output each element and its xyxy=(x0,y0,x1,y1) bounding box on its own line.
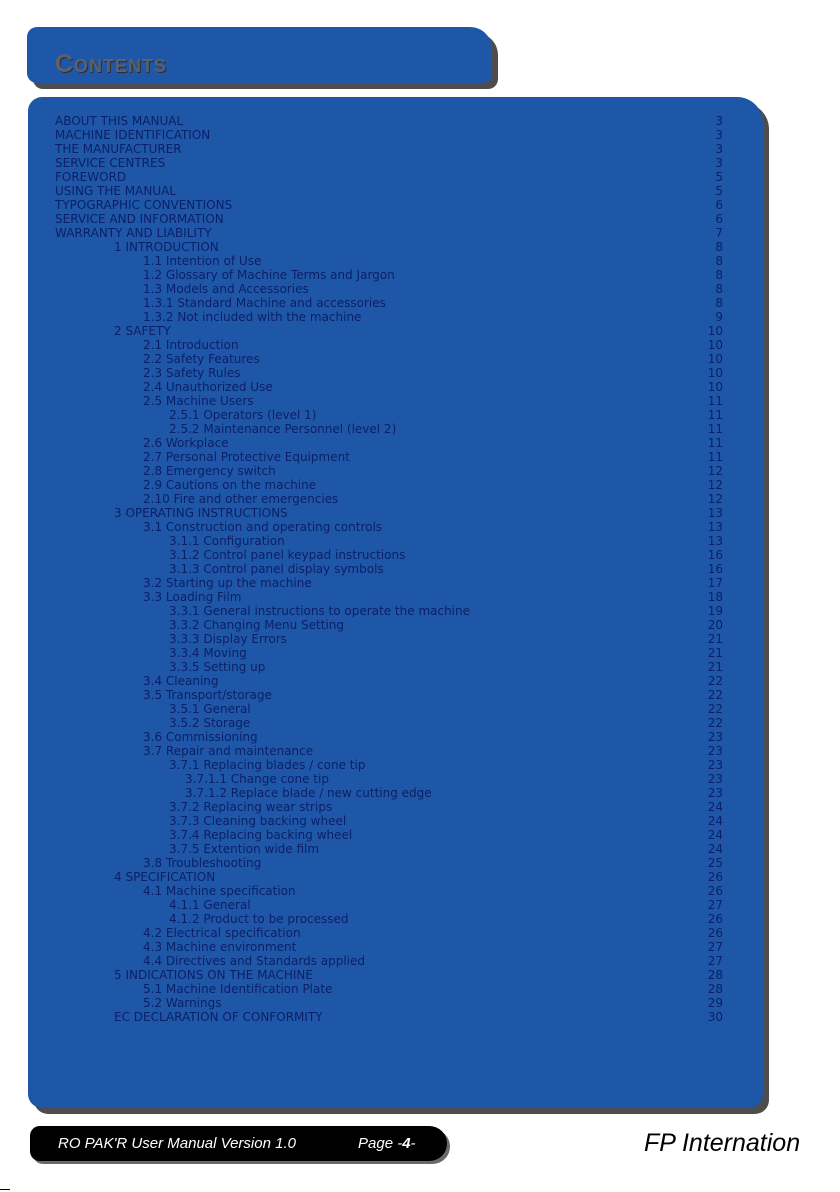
toc-entry-title: 3.3 Loading Film xyxy=(143,590,242,604)
toc-entry-page: 19 xyxy=(707,604,723,618)
toc-entry-page: 11 xyxy=(707,436,723,450)
toc-entry-title: 3.7.1.2 Replace blade / new cutting edge xyxy=(185,786,432,800)
toc-entry-page: 6 xyxy=(715,198,723,212)
toc-entry[interactable] xyxy=(28,366,763,380)
toc-entry-title: 3.7.2 Replacing wear strips xyxy=(169,800,333,814)
toc-entry[interactable] xyxy=(28,982,763,996)
toc-entry-page: 8 xyxy=(715,240,723,254)
table-of-contents xyxy=(28,114,763,1024)
toc-entry[interactable] xyxy=(28,646,763,660)
toc-entry-page: 24 xyxy=(707,828,723,842)
toc-entry-title: 4.1.2 Product to be processed xyxy=(169,912,349,926)
toc-entry[interactable] xyxy=(28,198,763,212)
toc-entry-page: 16 xyxy=(707,548,723,562)
toc-entry-page: 23 xyxy=(707,744,723,758)
toc-entry-page: 22 xyxy=(707,688,723,702)
toc-entry-page: 23 xyxy=(707,730,723,744)
toc-entry-page: 8 xyxy=(715,268,723,282)
toc-entry[interactable] xyxy=(28,716,763,730)
toc-entry[interactable] xyxy=(28,828,763,842)
toc-entry[interactable] xyxy=(28,996,763,1010)
toc-entry-title: 3.5.1 General xyxy=(169,702,251,716)
toc-entry[interactable] xyxy=(28,520,763,534)
toc-entry[interactable] xyxy=(28,674,763,688)
toc-entry-page: 10 xyxy=(707,324,723,338)
toc-entry-page: 29 xyxy=(707,996,723,1010)
toc-entry-page: 8 xyxy=(715,254,723,268)
toc-entry[interactable] xyxy=(28,156,763,170)
toc-entry[interactable] xyxy=(28,394,763,408)
toc-entry-page: 21 xyxy=(707,660,723,674)
toc-entry-page: 10 xyxy=(707,366,723,380)
toc-entry-title: 3.7.5 Extention wide film xyxy=(169,842,320,856)
toc-entry-page: 13 xyxy=(707,520,723,534)
toc-entry-page: 12 xyxy=(707,478,723,492)
toc-entry-title: 3.3.3 Display Errors xyxy=(169,632,287,646)
toc-entry[interactable] xyxy=(28,758,763,772)
toc-entry[interactable] xyxy=(28,534,763,548)
toc-entry-page: 11 xyxy=(707,422,723,436)
toc-entry[interactable] xyxy=(28,478,763,492)
toc-entry-page: 6 xyxy=(715,212,723,226)
toc-entry[interactable] xyxy=(28,506,763,520)
toc-entry-title: 2.1 Introduction xyxy=(143,338,239,352)
toc-entry-title: 2.9 Cautions on the machine xyxy=(143,478,317,492)
toc-entry[interactable] xyxy=(28,954,763,968)
toc-entry[interactable] xyxy=(28,772,763,786)
toc-entry[interactable] xyxy=(28,548,763,562)
toc-entry[interactable] xyxy=(28,352,763,366)
toc-entry-title: 1 INTRODUCTION xyxy=(114,240,219,254)
toc-entry[interactable] xyxy=(28,786,763,800)
toc-entry[interactable] xyxy=(28,422,763,436)
toc-entry[interactable] xyxy=(28,968,763,982)
toc-entry-page: 27 xyxy=(707,940,723,954)
toc-entry-page: 26 xyxy=(707,870,723,884)
toc-entry-title: 3.1.2 Control panel keypad instructions xyxy=(169,548,406,562)
toc-entry[interactable] xyxy=(28,814,763,828)
toc-entry-title: 2.3 Safety Rules xyxy=(143,366,241,380)
toc-entry-page: 24 xyxy=(707,842,723,856)
toc-entry[interactable] xyxy=(28,282,763,296)
toc-entry-page: 3 xyxy=(715,128,723,142)
toc-entry-page: 21 xyxy=(707,646,723,660)
toc-entry[interactable] xyxy=(28,940,763,954)
toc-entry-title: EC DECLARATION OF CONFORMITY xyxy=(114,1010,323,1024)
toc-entry-title: 3.3.5 Setting up xyxy=(169,660,266,674)
toc-entry-title: 3.1.3 Control panel display symbols xyxy=(169,562,384,576)
toc-entry-title: 1.3.2 Not included with the machine xyxy=(143,310,362,324)
toc-entry[interactable] xyxy=(28,1010,763,1024)
toc-entry-page: 28 xyxy=(707,982,723,996)
toc-entry-title: 4.2 Electrical specification xyxy=(143,926,301,940)
toc-entry-page: 17 xyxy=(707,576,723,590)
toc-entry-title: WARRANTY AND LIABILITY xyxy=(55,226,212,240)
toc-entry[interactable] xyxy=(28,702,763,716)
toc-entry-title: 5 INDICATIONS ON THE MACHINE xyxy=(114,968,313,982)
toc-entry-title: 2.7 Personal Protective Equipment xyxy=(143,450,350,464)
footer-page-value: 4 xyxy=(402,1135,411,1152)
toc-entry-page: 11 xyxy=(707,394,723,408)
toc-entry-page: 27 xyxy=(707,898,723,912)
toc-entry-page: 12 xyxy=(707,492,723,506)
toc-entry[interactable] xyxy=(28,268,763,282)
toc-entry-page: 3 xyxy=(715,114,723,128)
toc-entry-title: 2.6 Workplace xyxy=(143,436,229,450)
footer-page-prefix: Page - xyxy=(358,1135,403,1152)
toc-entry-title: 3.7.1 Replacing blades / cone tip xyxy=(169,758,366,772)
toc-entry-page: 3 xyxy=(715,156,723,170)
toc-entry-page: 8 xyxy=(715,282,723,296)
toc-entry-title: 5.1 Machine Identification Plate xyxy=(143,982,333,996)
toc-entry-page: 26 xyxy=(707,884,723,898)
toc-entry-title: USING THE MANUAL xyxy=(55,184,176,198)
toc-entry-title: 3.3.1 General instructions to operate the machine xyxy=(169,604,471,618)
toc-entry-title: 3.8 Troubleshooting xyxy=(143,856,262,870)
toc-entry[interactable] xyxy=(28,184,763,198)
toc-entry-page: 22 xyxy=(707,702,723,716)
toc-entry[interactable] xyxy=(28,436,763,450)
toc-entry-page: 16 xyxy=(707,562,723,576)
toc-entry-title: 4.1 Machine specification xyxy=(143,884,296,898)
toc-entry-title: 3.7 Repair and maintenance xyxy=(143,744,314,758)
toc-entry-page: 24 xyxy=(707,814,723,828)
toc-entry-title: 3.5.2 Storage xyxy=(169,716,251,730)
toc-entry-page: 23 xyxy=(707,758,723,772)
toc-entry-title: 3.1 Construction and operating controls xyxy=(143,520,383,534)
toc-entry-page: 25 xyxy=(707,856,723,870)
toc-entry-page: 13 xyxy=(707,506,723,520)
toc-entry-title: 4 SPECIFICATION xyxy=(114,870,216,884)
toc-entry-title: 4.1.1 General xyxy=(169,898,251,912)
toc-entry-page: 27 xyxy=(707,954,723,968)
toc-entry[interactable] xyxy=(28,240,763,254)
toc-entry[interactable] xyxy=(28,632,763,646)
toc-entry[interactable] xyxy=(28,590,763,604)
contents-title-box xyxy=(27,27,492,83)
toc-entry[interactable] xyxy=(28,464,763,478)
toc-entry-title: 3.7.4 Replacing backing wheel xyxy=(169,828,353,842)
toc-entry-title: 3.3.2 Changing Menu Setting xyxy=(169,618,345,632)
page-title: Contents xyxy=(55,50,168,78)
toc-entry[interactable] xyxy=(28,408,763,422)
footer-page-number xyxy=(358,1134,416,1154)
toc-entry-title: 1.3 Models and Accessories xyxy=(143,282,309,296)
toc-entry-page: 18 xyxy=(707,590,723,604)
toc-entry-page: 3 xyxy=(715,142,723,156)
toc-entry-title: 2.5.1 Operators (level 1) xyxy=(169,408,317,422)
toc-entry-title: 3.5 Transport/storage xyxy=(143,688,272,702)
toc-entry-page: 10 xyxy=(707,338,723,352)
toc-entry-page: 26 xyxy=(707,912,723,926)
toc-entry-title: 3.2 Starting up the machine xyxy=(143,576,312,590)
toc-entry[interactable] xyxy=(28,800,763,814)
toc-entry-title: 3.6 Commissioning xyxy=(143,730,258,744)
toc-entry-title: 3.3.4 Moving xyxy=(169,646,247,660)
toc-entry-title: 1.3.1 Standard Machine and accessories xyxy=(143,296,386,310)
toc-entry-page: 20 xyxy=(707,618,723,632)
toc-entry-page: 5 xyxy=(715,184,723,198)
toc-entry-title: TYPOGRAPHIC CONVENTIONS xyxy=(55,198,233,212)
toc-entry-page: 12 xyxy=(707,464,723,478)
toc-entry[interactable] xyxy=(28,898,763,912)
toc-entry[interactable] xyxy=(28,688,763,702)
brand-name: FP Internation xyxy=(644,1129,801,1157)
toc-entry-page: 9 xyxy=(715,310,723,324)
toc-entry-page: 24 xyxy=(707,800,723,814)
toc-entry-title: FOREWORD xyxy=(55,170,127,184)
toc-entry-page: 5 xyxy=(715,170,723,184)
toc-entry-page: 13 xyxy=(707,534,723,548)
toc-entry-title: 2 SAFETY xyxy=(114,324,171,338)
toc-entry-page: 10 xyxy=(707,352,723,366)
toc-entry[interactable] xyxy=(28,128,763,142)
toc-entry-page: 23 xyxy=(707,786,723,800)
toc-entry[interactable] xyxy=(28,254,763,268)
toc-entry-title: MACHINE IDENTIFICATION xyxy=(55,128,211,142)
toc-entry[interactable] xyxy=(28,324,763,338)
toc-entry-title: 2.2 Safety Features xyxy=(143,352,260,366)
toc-entry[interactable] xyxy=(28,926,763,940)
footer-manual-version: RO PAK'R User Manual Version 1.0 xyxy=(58,1135,296,1152)
toc-entry[interactable] xyxy=(28,576,763,590)
toc-entry-title: 4.4 Directives and Standards applied xyxy=(143,954,366,968)
toc-entry[interactable] xyxy=(28,618,763,632)
contents-panel xyxy=(28,97,763,1108)
toc-entry[interactable] xyxy=(28,884,763,898)
toc-entry[interactable] xyxy=(28,450,763,464)
toc-entry[interactable] xyxy=(28,114,763,128)
toc-entry[interactable] xyxy=(28,296,763,310)
toc-entry-page: 8 xyxy=(715,296,723,310)
toc-entry[interactable] xyxy=(28,912,763,926)
toc-entry[interactable] xyxy=(28,870,763,884)
page-edge-mark xyxy=(0,1189,10,1190)
toc-entry-title: 1.1 Intention of Use xyxy=(143,254,262,268)
toc-entry-title: 2.4 Unauthorized Use xyxy=(143,380,273,394)
toc-entry[interactable] xyxy=(28,142,763,156)
toc-entry-title: 2.5.2 Maintenance Personnel (level 2) xyxy=(169,422,397,436)
toc-entry[interactable] xyxy=(28,380,763,394)
toc-entry-title: 2.8 Emergency switch xyxy=(143,464,276,478)
toc-entry-title: THE MANUFACTURER xyxy=(55,142,182,156)
toc-entry[interactable] xyxy=(28,856,763,870)
toc-entry[interactable] xyxy=(28,660,763,674)
toc-entry-page: 28 xyxy=(707,968,723,982)
toc-entry-title: 5.2 Warnings xyxy=(143,996,222,1010)
toc-entry-page: 11 xyxy=(707,450,723,464)
footer-page-suffix: - xyxy=(410,1135,416,1152)
toc-entry-page: 23 xyxy=(707,772,723,786)
toc-entry-title: SERVICE CENTRES xyxy=(55,156,166,170)
toc-entry-page: 26 xyxy=(707,926,723,940)
toc-entry-title: 3.1.1 Configuration xyxy=(169,534,285,548)
toc-entry[interactable] xyxy=(28,730,763,744)
toc-entry-page: 22 xyxy=(707,716,723,730)
toc-entry-title: 2.5 Machine Users xyxy=(143,394,254,408)
toc-entry[interactable] xyxy=(28,562,763,576)
toc-entry-title: 1.2 Glossary of Machine Terms and Jargon xyxy=(143,268,395,282)
toc-entry-title: 4.3 Machine environment xyxy=(143,940,297,954)
toc-entry-title: ABOUT THIS MANUAL xyxy=(55,114,184,128)
toc-entry-title: 3.4 Cleaning xyxy=(143,674,219,688)
toc-entry[interactable] xyxy=(28,842,763,856)
toc-entry[interactable] xyxy=(28,310,763,324)
toc-entry[interactable] xyxy=(28,338,763,352)
toc-entry-title: 3.7.3 Cleaning backing wheel xyxy=(169,814,347,828)
toc-entry-page: 11 xyxy=(707,408,723,422)
toc-entry[interactable] xyxy=(28,170,763,184)
toc-entry-title: SERVICE AND INFORMATION xyxy=(55,212,224,226)
toc-entry[interactable] xyxy=(28,604,763,618)
toc-entry-title: 2.10 Fire and other emergencies xyxy=(143,492,339,506)
toc-entry-page: 7 xyxy=(715,226,723,240)
toc-entry-page: 10 xyxy=(707,380,723,394)
toc-entry[interactable] xyxy=(28,744,763,758)
toc-entry-page: 21 xyxy=(707,632,723,646)
toc-entry-page: 22 xyxy=(707,674,723,688)
toc-entry-page: 30 xyxy=(707,1010,723,1024)
toc-entry[interactable] xyxy=(28,212,763,226)
toc-entry-title: 3 OPERATING INSTRUCTIONS xyxy=(114,506,288,520)
toc-entry-title: 3.7.1.1 Change cone tip xyxy=(185,772,329,786)
footer-bar xyxy=(30,1126,447,1161)
toc-entry[interactable] xyxy=(28,226,763,240)
toc-entry[interactable] xyxy=(28,492,763,506)
